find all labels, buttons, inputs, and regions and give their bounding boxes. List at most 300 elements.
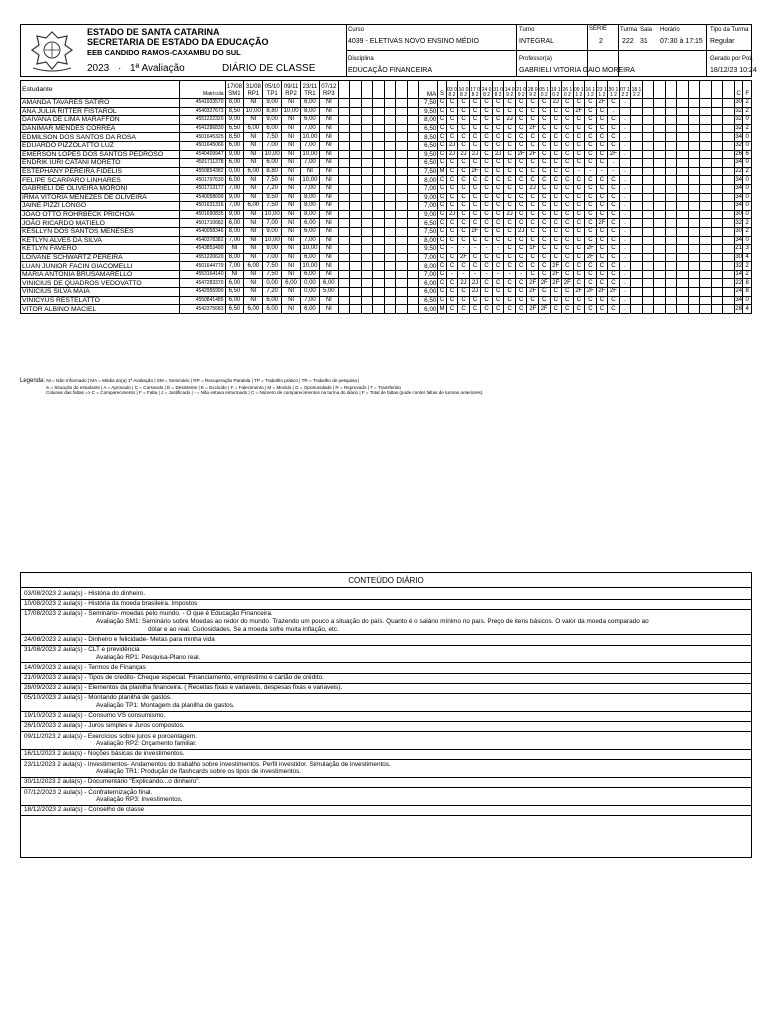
empty-cell [642,262,654,271]
empty-cell [407,176,419,185]
empty-cell [711,262,723,271]
empty-cell [373,176,385,185]
empty-cell [654,124,666,133]
attendance-cell [631,176,643,185]
attendance-cell: . [619,193,631,202]
curso-value: 4039 - ELETIVAS NOVO ENSINO MÉDIO [348,38,479,45]
empty-cell [711,202,723,211]
attendance-cell [631,270,643,279]
empty-cell [396,210,408,219]
attendance-cell: C [469,262,481,271]
table-row [21,193,752,202]
attendance-cell: C [515,176,527,185]
empty-cell [373,159,385,168]
attendance-cell: 2J [527,184,539,193]
status-cell: C [438,296,446,305]
grade-cell: NI [319,262,338,271]
attendance-cell: C [527,167,539,176]
grade-header-code: RP1 [247,91,260,97]
content-entry [24,750,748,758]
presence-count: 30 [735,228,743,235]
presence-count: 28 [735,305,743,312]
grade-cell: 7,00 [263,253,282,262]
empty-cell [700,227,712,236]
attendance-cell: C [596,227,608,236]
grade-cell: 9,00 [263,99,282,108]
attendance-cell: C [458,167,470,176]
attendance-cell: C [538,236,550,245]
empty-cell [407,150,419,159]
attendance-cell: C [608,210,620,219]
attendance-cell: C [515,296,527,305]
empty-cell [361,279,373,288]
content-entry [24,600,748,608]
empty-cell [677,227,689,236]
grade-cell: NI [319,159,338,168]
attendance-cell: C [527,219,539,228]
student-matricula: 4540058699 [180,193,225,202]
grade-cell: 10,00 [302,150,318,157]
grade-cell: NI [319,167,338,176]
attendance-cell: C [596,305,608,314]
attendance-cell: C [562,116,574,125]
empty-cell [711,107,723,116]
presence-count: 34 [735,236,743,243]
empty-cell [665,124,677,133]
absence-count: 2 [743,167,752,176]
empty-cell [642,236,654,245]
empty-cell [350,107,362,116]
student-name: DANIMAR MENDES CORREA [21,124,180,133]
absence-count: 0 [743,296,752,305]
empty-cell [350,236,362,245]
empty-cell [688,99,700,108]
attendance-cell: . [619,167,631,176]
empty-cell [361,227,373,236]
empty-cell [723,176,735,185]
grade-cell: NI [282,141,301,150]
empty-cell [665,116,677,125]
empty-cell [361,245,373,254]
attendance-cell: C [458,236,470,245]
empty-cell [711,184,723,193]
grade-cell: NI [319,270,338,279]
empty-cell [654,227,666,236]
table-row [21,124,752,133]
empty-cell [688,124,700,133]
attendance-cell: - [515,270,527,279]
empty-cell [711,288,723,297]
status-cell: M [439,168,445,175]
empty-cell [677,184,689,193]
empty-cell [338,107,350,116]
empty-cell [350,202,362,211]
average-cell: 9,50 [419,245,438,254]
empty-cell [361,150,373,159]
attendance-cell: C [446,124,458,133]
student-matricula: 4501631316 [180,202,225,211]
attendance-cell: C [573,296,585,305]
empty-cell [407,99,419,108]
attendance-cell: C [573,99,585,108]
grade-header [301,81,320,99]
empty-cell [723,305,735,314]
grade-cell: 6,00 [301,116,320,125]
attendance-cell: C [608,116,620,125]
empty-cell [677,202,689,211]
attendance-cell: C [515,107,527,116]
legend-line-1: NI = Não Informado | MA = Média do(a) 1ª Avaliação | SM = Seminário | RP = Recuperação Paralela | TP = Trabalho prático | TR = Trabalho de pesquisa | [46,378,360,383]
student-name: KETLYN ALVES DA SILVA [21,236,180,245]
entry-main-line: 18/12/2023 2 aula(s) - Conselho de classe [24,806,145,814]
grade-cell: 6,00 [263,296,282,305]
entry-main-line: 07/12/2023 2 aula(s) - Confraternização final. [24,788,153,796]
empty-header-cell [373,81,385,99]
grade-cell: NI [244,141,263,150]
attendance-cell: C [562,219,574,228]
empty-cell [688,202,700,211]
status-cell: C [438,159,446,168]
empty-cell [677,99,689,108]
empty-cell [338,279,350,288]
attendance-cell: C [504,133,516,142]
empty-cell [338,150,350,159]
grade-cell: NI [319,176,338,185]
empty-cell [688,296,700,305]
grade-cell: NI [301,167,320,176]
grade-cell: 7,00 [263,141,282,150]
attendance-cell: 2J [469,279,481,288]
ma-header: MA [419,81,438,99]
attendance-cell: C [550,245,562,254]
attendance-cell: 2F [596,99,608,108]
attendance-cell: . [619,253,631,262]
empty-header-cell [665,81,677,99]
grade-cell: 6,50 [225,305,244,314]
empty-cell [407,262,419,271]
attendance-cell: C [562,236,574,245]
attendance-cell: . [619,210,631,219]
attendance-cell: 1F [527,245,539,254]
empty-cell [361,262,373,271]
empty-cell [396,219,408,228]
empty-cell [677,262,689,271]
grade-cell: 6,00 [263,124,282,133]
grade-cell: 8,80 [263,167,282,176]
attendance-cell: C [492,159,504,168]
empty-cell [338,245,350,254]
empty-cell [396,305,408,314]
attendance-cell: C [492,202,504,211]
presence-count: 21 [735,245,743,252]
date-header: 05 10 2 [538,81,550,99]
empty-cell [396,184,408,193]
attendance-cell: C [527,116,539,125]
attendance-cell: C [562,124,574,133]
empty-cell [384,210,396,219]
student-name: VINÍCIUS SILVA MAIA [21,288,180,297]
attendance-cell: C [469,141,481,150]
empty-header-cell [407,81,419,99]
attendance-cell: C [481,150,493,159]
attendance-cell: C [608,124,620,133]
empty-cell [665,305,677,314]
empty-cell [373,253,385,262]
grade-cell: NI [282,202,301,211]
attendance-cell: C [492,288,504,297]
empty-cell [338,253,350,262]
attendance-cell: C [492,253,504,262]
attendance-cell: 2F [538,279,550,288]
grade-cell: 6,00 [301,227,320,236]
empty-cell [654,116,666,125]
attendance-cell: C [446,236,458,245]
attendance-cell: C [469,107,481,116]
grade-cell: 10,00 [264,150,280,157]
grade-cell: NI [319,184,338,193]
empty-cell [677,245,689,254]
empty-cell [642,159,654,168]
attendance-cell: C [550,133,562,142]
absence-count: 2 [743,124,752,133]
attendance-cell: C [458,184,470,193]
grade-cell: 7,00 [301,296,320,305]
table-row [21,176,752,185]
empty-cell [338,193,350,202]
entry-detail-line: Avaliação TR1: Produção de flashcards sobre os tipos de investimentos. [96,768,302,776]
empty-cell [700,184,712,193]
empty-cell [361,236,373,245]
empty-cell [711,279,723,288]
attendance-cell [631,99,643,108]
average-cell: 7,00 [419,184,438,193]
empty-cell [688,141,700,150]
table-row [21,245,752,254]
empty-cell [407,193,419,202]
empty-cell [350,245,362,254]
attendance-cell: 2J [550,99,562,108]
attendance-cell: C [504,202,516,211]
attendance-cell [631,133,643,142]
empty-cell [642,270,654,279]
status-cell: C [438,245,446,254]
attendance-cell: C [458,159,470,168]
attendance-cell [631,141,643,150]
grade-header-date: 05/10 [264,84,280,90]
attendance-cell: 2F [527,150,539,159]
empty-cell [654,219,666,228]
grade-cell: 8,00 [225,253,244,262]
attendance-cell: C [527,236,539,245]
table-row [21,227,752,236]
absence-count: 6 [743,150,752,159]
empty-cell [700,167,712,176]
attendance-cell: - [573,167,585,176]
attendance-cell: C [596,184,608,193]
empty-cell [407,167,419,176]
grade-header-date: 09/11 [283,84,299,90]
student-name: JAINE PIZZI LONGO [21,202,180,211]
empty-cell [723,184,735,193]
student-matricula: 4542955990 [180,288,225,297]
empty-cell [677,133,689,142]
attendance-cell: - [458,270,470,279]
attendance-cell: C [596,141,608,150]
average-cell: 7,00 [419,270,438,279]
attendance-cell: C [469,210,481,219]
status-cell: C [438,262,446,271]
attendance-cell: C [550,150,562,159]
empty-cell [677,210,689,219]
attendance-cell: C [481,167,493,176]
attendance-cell: C [458,99,470,108]
attendance-cell: C [538,227,550,236]
empty-cell [384,253,396,262]
attendance-cell: C [469,236,481,245]
attendance-cell: . [619,305,631,314]
grade-cell: NI [244,176,263,185]
attendance-cell: C [585,133,597,142]
grade-cell: 7,00 [301,141,320,150]
attendance-cell: C [550,184,562,193]
grade-cell: 6,00 [225,141,244,150]
attendance-cell: C [504,305,516,314]
empty-cell [361,116,373,125]
empty-header-cell [700,81,712,99]
attendance-cell: C [469,219,481,228]
grade-cell: NI [244,279,263,288]
attendance-cell: C [573,150,585,159]
average-cell: 7,00 [419,253,438,262]
empty-cell [384,236,396,245]
average-cell: 6,00 [419,305,438,314]
separator-dot: · [118,63,122,74]
empty-cell [350,305,362,314]
attendance-cell: C [585,107,597,116]
empty-cell [654,210,666,219]
presence-count: 34 [735,193,743,200]
attendance-cell: C [596,202,608,211]
status-cell: M [439,305,445,312]
student-matricula: 4501644779 [180,262,225,271]
entry-main-line: 05/10/2023 2 aula(s) - Montando planilha de gastos. [24,694,172,702]
empty-cell [373,133,385,142]
empty-cell [700,288,712,297]
grade-cell: NI [319,305,338,314]
attendance-cell: C [538,193,550,202]
attendance-cell: . [619,219,631,228]
entry-main-line: 21/09/2023 2 aula(s) - Tipos de credito- Cheque especial. Financiamento, empréstimo e cartão de crédito. [24,674,324,681]
legend [20,378,760,396]
estudante-header: Estudante [21,81,180,99]
date-header: 18 12 2 [631,81,643,99]
empty-cell [700,210,712,219]
empty-cell [711,159,723,168]
empty-cell [642,219,654,228]
empty-cell [384,193,396,202]
empty-cell [665,288,677,297]
attendance-cell: C [469,124,481,133]
absence-count: 2 [743,99,752,108]
attendance-cell: C [492,184,504,193]
attendance-cell: C [527,296,539,305]
grade-cell: 8,00 [301,193,320,202]
attendance-cell: C [550,253,562,262]
empty-cell [396,245,408,254]
attendance-cell [631,279,643,288]
attendance-cell: C [585,305,597,314]
grade-cell: 5,00 [319,288,338,297]
grade-cell: NI [319,150,338,159]
empty-cell [642,227,654,236]
attendance-cell: C [585,227,597,236]
attendance-cell: - [492,270,504,279]
attendance-cell: C [562,288,574,297]
table-row [21,210,752,219]
horario-label: Horário [660,27,680,33]
empty-cell [688,288,700,297]
grade-cell: 7,00 [225,236,244,245]
student-matricula: 4541933570 [180,99,225,108]
empty-cell [723,159,735,168]
empty-cell [654,184,666,193]
grade-cell: 6,50 [225,124,244,133]
attendance-cell: C [446,193,458,202]
school-name: EEB CANDIDO RAMOS-CAXAMBU DO SUL [87,48,241,57]
empty-cell [361,202,373,211]
absence-count: 0 [743,116,752,125]
grade-cell: NI [244,253,263,262]
attendance-cell: C [608,279,620,288]
attendance-cell: C [538,141,550,150]
grade-cell: 7,00 [225,184,244,193]
attendance-cell: C [469,133,481,142]
attendance-cell: C [492,116,504,125]
grade-cell: 7,50 [263,262,282,271]
attendance-cell: C [469,202,481,211]
attendance-cell: C [596,253,608,262]
legend-label: Legenda: [20,378,46,384]
attendance-cell: C [515,253,527,262]
attendance-cell: C [538,99,550,108]
attendance-cell: C [504,124,516,133]
attendance-cell: 2J [458,150,470,159]
empty-cell [700,176,712,185]
attendance-cell: C [504,150,516,159]
empty-cell [654,296,666,305]
empty-cell [700,193,712,202]
empty-cell [338,236,350,245]
absence-count: 0 [743,202,752,211]
empty-cell [373,219,385,228]
empty-cell [350,150,362,159]
attendance-cell: 2J [446,210,458,219]
grade-cell: 6,00 [301,305,320,314]
attendance-cell: C [573,210,585,219]
empty-cell [665,227,677,236]
sala-value: 31 [640,38,648,45]
grade-header-code: RP3 [322,91,335,97]
content-entry [24,789,748,804]
empty-header-cell [396,81,408,99]
grade-cell: 10,00 [302,176,318,183]
attendance-cell: C [527,176,539,185]
attendance-cell: C [585,150,597,159]
grade-cell: 6,00 [244,262,263,271]
empty-cell [723,279,735,288]
grade-cell: 8,00 [225,99,244,108]
attendance-cell: C [492,107,504,116]
